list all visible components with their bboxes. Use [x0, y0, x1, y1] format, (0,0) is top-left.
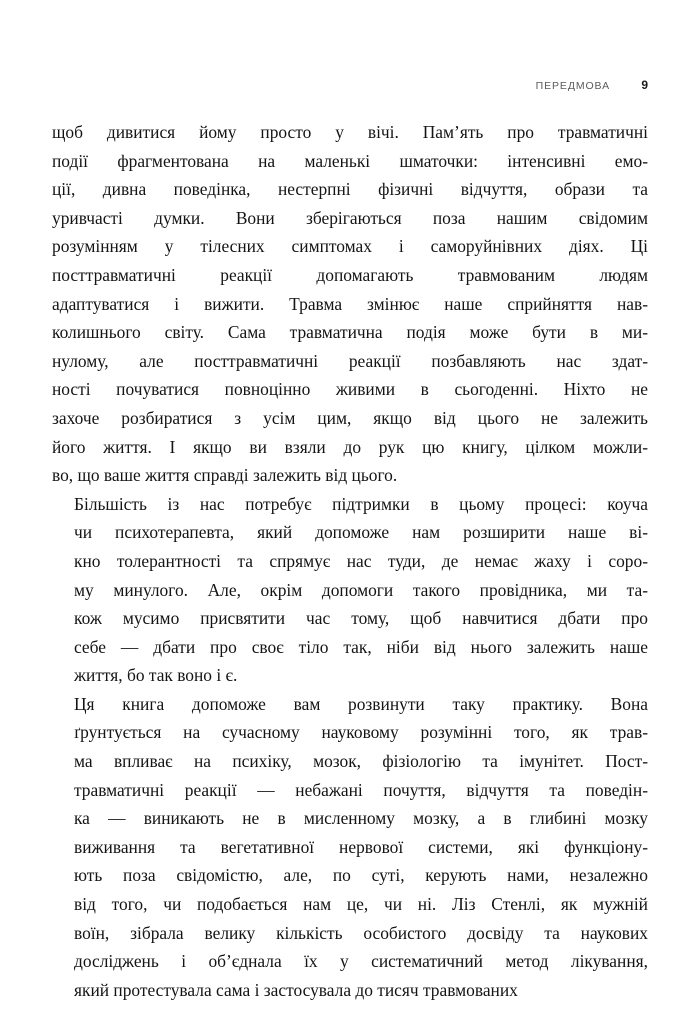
running-header-chapter-label: ПЕРЕДМОВА [535, 80, 610, 92]
text-line: адаптуватися і вижити. Травма змінює наше сприйняття нав- [52, 293, 648, 314]
text-line: нулому, але посттравматичні реакції позбавляють нас здат- [52, 350, 648, 371]
body-paragraph [52, 690, 648, 1005]
page-number: 9 [641, 78, 648, 92]
text-line: себе — дбати про своє тіло так, ніби від нього залежить наше [74, 636, 648, 657]
text-line: який протестувала сама і застосувала до тисяч травмованих [74, 979, 518, 1000]
text-line: Більшість із нас потребує підтримки в цьому процесі: коуча [74, 493, 648, 514]
text-line: воїн, зібрала велику кількість особистого досвіду та наукових [74, 922, 648, 943]
body-paragraph [52, 490, 648, 690]
body-text-block [52, 118, 648, 1004]
text-line: виживання та вегетативної нервової системи, які функціону- [74, 836, 648, 857]
text-line: чи психотерапевта, який допоможе нам розширити наше ві- [74, 522, 648, 543]
text-line: захоче розбиратися з усім цим, якщо від цього не залежить [52, 407, 648, 428]
text-line: во, що ваше життя справді залежить від цього. [52, 465, 398, 486]
text-line: розумінням у тілесних симптомах і саморуйнівних діях. Ці [52, 236, 648, 257]
text-line: ка — виникають не в мисленному мозку, а в глибині мозку [74, 808, 648, 829]
text-line: колишнього світу. Сама травматична подія може бути в ми- [52, 322, 648, 343]
text-line: кож мусимо присвятити час тому, щоб навчитися дбати про [74, 608, 648, 629]
text-line: уривчасті думки. Вони зберігаються поза нашим свідомим [52, 207, 648, 228]
text-line: ма впливає на психіку, мозок, фізіологію та імунітет. Пост- [74, 751, 648, 772]
text-line: ності почуватися повноцінно живими в сьогоденні. Ніхто не [52, 379, 648, 400]
text-line: досліджень і об’єднала їх у систематичний метод лікування, [74, 951, 648, 972]
running-header [52, 78, 648, 96]
text-line: Ця книга допоможе вам розвинути таку практику. Вона [74, 693, 648, 714]
text-line: кно толерантності та спрямує нас туди, де немає жаху і соро- [74, 550, 648, 571]
text-line: його життя. І якщо ви взяли до рук цю книгу, цілком можли- [52, 436, 648, 457]
text-line: щоб дивитися йому просто у вічі. Пам’ять про травматичні [52, 122, 648, 142]
text-line: ґрунтується на сучасному науковому розумінні того, як трав- [74, 722, 648, 743]
body-paragraph [52, 118, 648, 490]
text-line: му минулого. Але, окрім допомоги такого провідника, ми та- [74, 579, 648, 600]
text-line: ції, дивна поведінка, нестерпні фізичні відчуття, образи та [52, 179, 648, 200]
text-line: від того, чи подобається нам це, чи ні. Ліз Стенлі, як мужній [74, 894, 648, 915]
text-line: травматичні реакції — небажані почуття, відчуття та поведін- [74, 779, 648, 800]
text-line: життя, бо так воно і є. [74, 665, 238, 686]
text-line: посттравматичні реакції допомагають травмованим людям [52, 264, 648, 285]
text-line: події фрагментована на маленькі шматочки: інтенсивні емо- [52, 150, 648, 171]
text-line: ють поза свідомістю, але, по суті, керують нами, незалежно [74, 865, 648, 886]
